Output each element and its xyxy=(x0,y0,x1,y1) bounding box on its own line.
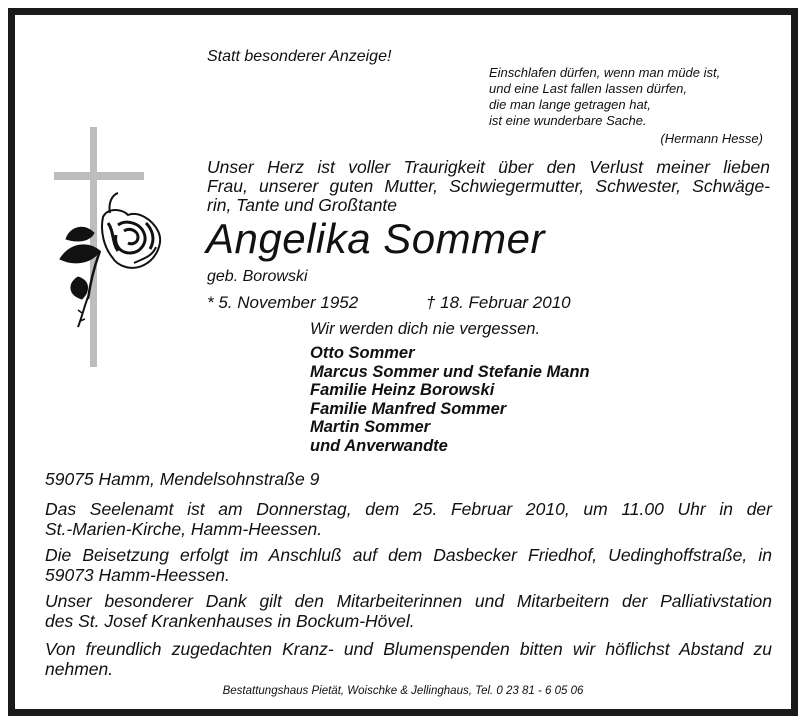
cross-with-rose-icon xyxy=(48,127,178,367)
heading-note: Statt besonderer Anzeige! xyxy=(207,48,392,65)
quote-line: Einschlafen dürfen, wenn man müde ist, xyxy=(489,65,721,80)
paragraph-line: Von freundlich zugedachten Kranz- und Blumenspenden bitten wir höflichst Abstand zu xyxy=(45,639,772,659)
paragraph-line: Das Seelenamt ist am Donnerstag, dem 25. Februar 2010, um 11.00 Uhr in der xyxy=(45,499,772,519)
mourner-name: Otto Sommer xyxy=(310,344,415,362)
burial-paragraph xyxy=(45,545,772,585)
funeral-home-footer: Bestattungshaus Pietät, Woischke & Jellinghaus, Tel. 0 23 81 - 6 05 06 xyxy=(222,685,584,697)
paragraph-line: St.-Marien-Kirche, Hamm-Heessen. xyxy=(45,519,323,539)
paragraph-line: 59073 Hamm-Heessen. xyxy=(45,565,230,585)
thanks-paragraph xyxy=(45,591,772,631)
intro-text xyxy=(207,158,770,215)
intro-line: Frau, unserer guten Mutter, Schwiegermutter, Schwester, Schwäge- xyxy=(207,176,770,196)
quote-line: ist eine wunderbare Sache. xyxy=(489,113,647,128)
remember-text: Wir werden dich nie vergessen. xyxy=(310,320,541,338)
intro-line: Unser Herz ist voller Traurigkeit über den Verlust meiner lieben xyxy=(207,157,770,177)
obituary-frame xyxy=(8,8,798,716)
mourner-name: Marcus Sommer und Stefanie Mann xyxy=(310,362,590,381)
maiden-name: geb. Borowski xyxy=(207,268,308,285)
flowers-paragraph xyxy=(45,639,772,679)
mourner-name: Familie Manfred Sommer xyxy=(310,399,507,418)
deceased-name: Angelika Sommer xyxy=(206,215,545,262)
paragraph-line: Die Beisetzung erfolgt im Anschluß auf dem Dasbecker Friedhof, Uedinghoffstraße, in xyxy=(45,545,772,565)
birth-date: * 5. November 1952 xyxy=(207,293,359,312)
family-address: 59075 Hamm, Mendelsohnstraße 9 xyxy=(45,469,320,489)
quote-author: (Hermann Hesse) xyxy=(660,131,763,146)
intro-line: rin, Tante und Großtante xyxy=(207,195,398,215)
mourners-list xyxy=(310,344,590,455)
quote-line: die man lange getragen hat, xyxy=(489,97,651,112)
paragraph-line: des St. Josef Krankenhauses in Bockum-Hövel. xyxy=(45,611,415,631)
quote-line: und eine Last fallen lassen dürfen, xyxy=(489,81,688,96)
requiem-paragraph xyxy=(45,499,772,539)
mourner-name: Familie Heinz Borowski xyxy=(310,381,495,399)
cross-horizontal-bar xyxy=(54,172,144,180)
mourner-name: Martin Sommer xyxy=(310,418,431,436)
hesse-quote xyxy=(489,65,761,129)
rose-icon xyxy=(60,193,160,327)
mourner-name: und Anverwandte xyxy=(310,436,448,455)
paragraph-line: Unser besonderer Dank gilt den Mitarbeiterinnen und Mitarbeitern der Palliativstation xyxy=(45,591,772,611)
paragraph-line: nehmen. xyxy=(45,659,114,679)
death-date: † 18. Februar 2010 xyxy=(426,293,571,312)
